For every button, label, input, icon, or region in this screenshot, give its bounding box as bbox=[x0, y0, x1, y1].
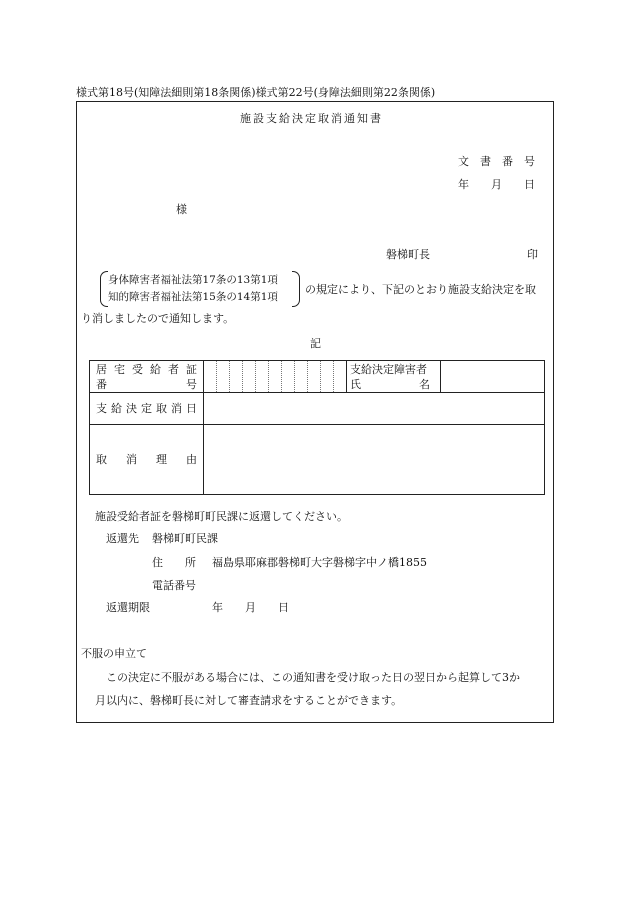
cert-number-label-line-2: 番 号 bbox=[96, 377, 197, 391]
reason-label: 取 消 理 由 bbox=[96, 453, 197, 466]
appeal-text-line-2: 月以内に、磐梯町長に対して審査請求をすることができます。 bbox=[95, 694, 403, 707]
person-label-line-2: 氏 名 bbox=[350, 377, 430, 391]
cert-number-label-cell bbox=[90, 361, 204, 393]
cert-digit-box[interactable] bbox=[204, 361, 217, 393]
reason-label-cell bbox=[90, 425, 204, 495]
addressee-suffix: 様 bbox=[176, 203, 187, 216]
law-reference-1: 身体障害者福祉法第17条の13第1項 bbox=[108, 274, 278, 286]
document-title: 施設支給決定取消通知書 bbox=[240, 112, 383, 125]
cert-digit-box[interactable] bbox=[230, 361, 243, 393]
return-notice: 施設受給者証を磐梯町町民課に返還してください。 bbox=[95, 510, 348, 523]
address-label: 住 所 bbox=[152, 556, 196, 569]
doc-number-label: 文 書 番 号 bbox=[458, 155, 535, 168]
left-bracket bbox=[100, 271, 108, 307]
person-name-value-cell[interactable] bbox=[441, 361, 545, 393]
cancellation-record-table bbox=[89, 360, 545, 495]
cert-digit-box[interactable] bbox=[321, 361, 334, 393]
body-text-line-2: り消しましたので通知します。 bbox=[81, 312, 235, 325]
phone-label: 電話番号 bbox=[152, 579, 196, 592]
return-to-label: 返還先 bbox=[106, 532, 139, 545]
date-label: 年 月 日 bbox=[458, 178, 535, 191]
address-value: 福島県耶麻郡磐梯町大字磐梯字中ノ橋1855 bbox=[212, 556, 427, 569]
reason-value-cell[interactable] bbox=[204, 425, 545, 495]
body-text-line-1: の規定により、下記のとおり施設支給決定を取 bbox=[305, 283, 536, 296]
cert-digit-box[interactable] bbox=[282, 361, 295, 393]
cert-digit-box[interactable] bbox=[334, 361, 347, 393]
appeal-text-line-1: この決定に不服がある場合には、この通知書を受け取った日の翌日から起算して3か bbox=[106, 671, 520, 684]
deadline-date: 年 月 日 bbox=[212, 601, 289, 614]
cert-digit-box[interactable] bbox=[295, 361, 308, 393]
law-reference-2: 知的障害者福祉法第15条の14第1項 bbox=[108, 291, 278, 303]
cert-digit-box[interactable] bbox=[243, 361, 256, 393]
appeal-heading: 不服の申立て bbox=[81, 647, 147, 660]
form-number-header: 様式第18号(知障法細則第18条関係)様式第22号(身障法細則第22条関係) bbox=[76, 86, 436, 99]
right-bracket bbox=[292, 271, 300, 307]
cert-digit-box[interactable] bbox=[217, 361, 230, 393]
ki-heading: 記 bbox=[310, 337, 321, 350]
cancel-date-value-cell[interactable] bbox=[204, 393, 545, 425]
deadline-label: 返還期限 bbox=[106, 601, 150, 614]
cert-digit-box[interactable] bbox=[256, 361, 269, 393]
issuer-name: 磐梯町長 bbox=[386, 248, 430, 261]
cancel-date-label: 支給決定取消日 bbox=[96, 402, 197, 415]
person-label-line-1: 支給決定障害者 bbox=[350, 362, 427, 376]
person-name-label-cell bbox=[347, 361, 441, 393]
cancel-date-label-cell bbox=[90, 393, 204, 425]
cert-number-label-line-1: 居宅受給者証 bbox=[96, 362, 197, 376]
seal-mark: 印 bbox=[527, 248, 538, 261]
cert-digit-box[interactable] bbox=[308, 361, 321, 393]
cert-digit-box[interactable] bbox=[269, 361, 282, 393]
return-to-value: 磐梯町町民課 bbox=[152, 532, 218, 545]
